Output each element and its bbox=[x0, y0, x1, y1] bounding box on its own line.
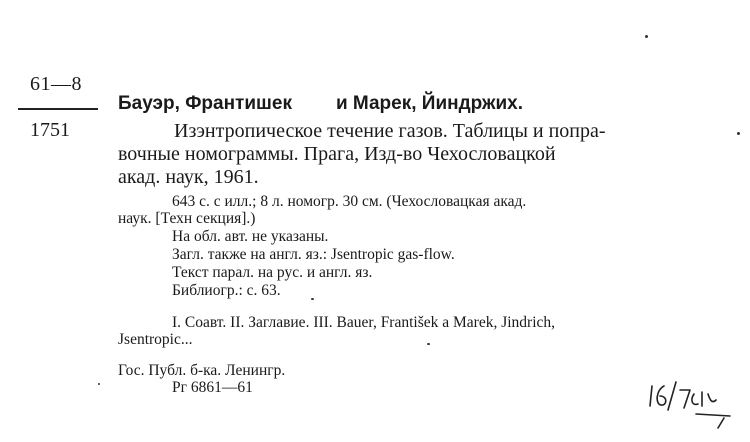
tracing-line: Jsentropic... bbox=[118, 331, 193, 348]
title-line: Изэнтропическое течение газов. Таблицы и попра- bbox=[174, 120, 606, 142]
speck bbox=[645, 35, 648, 38]
title-line: акад. наук, 1961. bbox=[118, 166, 259, 188]
collation-line: наук. [Техн секция].) bbox=[118, 210, 256, 227]
author-heading bbox=[118, 93, 523, 115]
author-name: Бауэр, Франтишек bbox=[118, 93, 292, 114]
speck bbox=[427, 343, 430, 345]
speck bbox=[98, 383, 100, 385]
speck bbox=[311, 298, 314, 300]
note-line: На обл. авт. не указаны. bbox=[172, 228, 329, 245]
coauthor-name: и Марек, Йиндржих. bbox=[335, 93, 524, 114]
divider-rule bbox=[18, 108, 98, 110]
source-line: Гос. Публ. б-ка. Ленингр. bbox=[118, 362, 286, 379]
call-number: 61—8 bbox=[30, 73, 82, 95]
note-line: Загл. также на англ. яз.: Jsentropic gas-flow. bbox=[172, 246, 455, 263]
speck bbox=[737, 132, 740, 135]
note-line: Библиогр.: с. 63. bbox=[172, 282, 281, 299]
tracing-line: I. Соавт. II. Заглавие. III. Bauer, František a Marek, Jindrich, bbox=[172, 314, 556, 331]
note-line: Текст парал. на рус. и англ. яз. bbox=[172, 264, 373, 281]
collation-line: 643 с. с илл.; 8 л. номогр. 30 см. (Чехословацкая акад. bbox=[172, 193, 527, 210]
source-line: Рг 6861—61 bbox=[172, 379, 253, 396]
title-line: вочные номограммы. Прага, Изд-во Чехословацкой bbox=[118, 143, 556, 165]
accession-number: 1751 bbox=[30, 119, 70, 141]
handwritten-mark bbox=[646, 380, 738, 430]
